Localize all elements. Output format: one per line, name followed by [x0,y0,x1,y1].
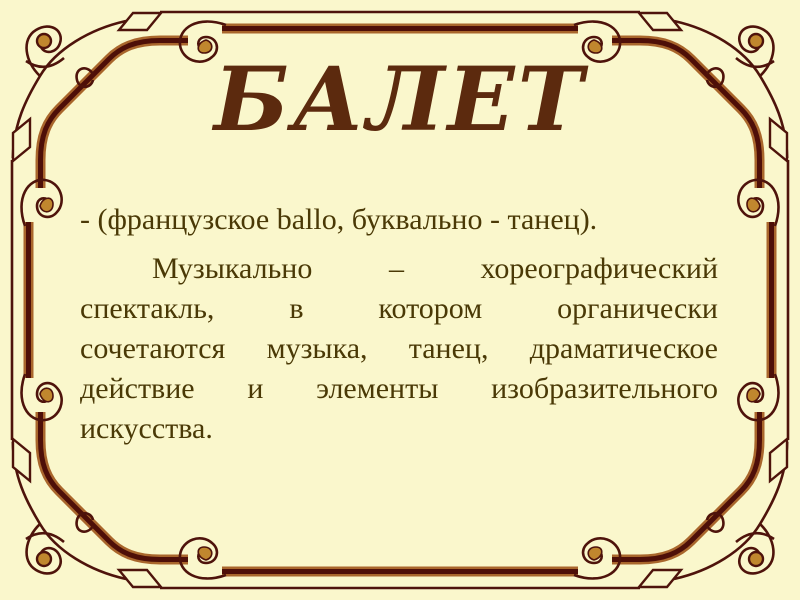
definition-line: - (французское ballo, буквально - танец). [80,203,598,236]
slide-title: БАЛЕТ [213,47,587,151]
paragraph-line: Музыкально – хореографический [152,252,718,285]
paragraph-line: спектакль, в котором органически [80,292,718,325]
slide-body [80,200,718,449]
paragraph-line: искусства. [80,412,213,445]
paragraph-line: сочетаются музыка, танец, драматическое [80,332,718,365]
paragraph-line: действие и элементы изобразительного [80,372,718,405]
definition-paragraph [80,249,718,449]
